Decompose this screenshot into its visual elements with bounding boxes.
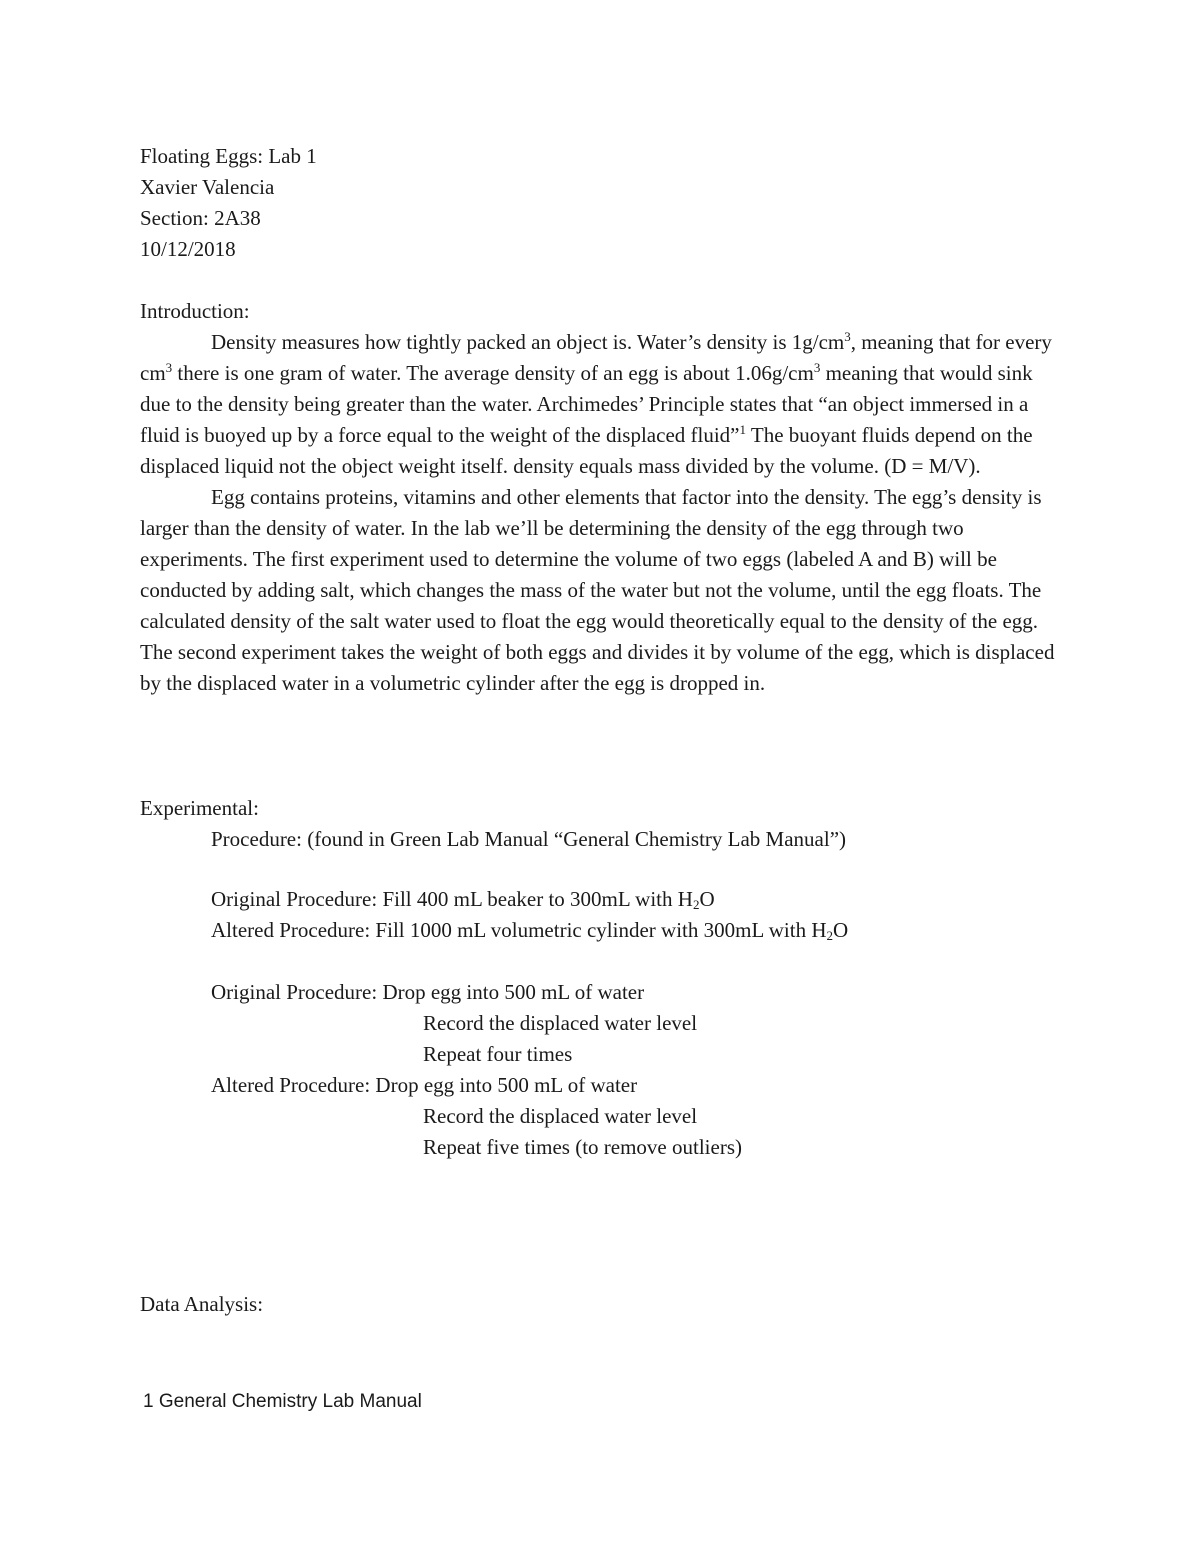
altered-procedure-1-text: Altered Procedure: Fill 1000 mL volumetric cylinder with 300mL with H (211, 918, 827, 942)
intro-p1-text-2: , meaning that for every cm (140, 330, 1052, 385)
altered-procedure-1-end: O (833, 918, 849, 942)
procedure-note: Procedure: (found in Green Lab Manual “General Chemistry Lab Manual”) (211, 827, 847, 851)
superscript: 3 (165, 360, 173, 375)
original-procedure-2-step-1: Record the displaced water level (423, 1011, 698, 1035)
data-analysis-heading: Data Analysis: (140, 1292, 264, 1316)
subscript: 2 (692, 897, 700, 912)
introduction-heading: Introduction: (140, 299, 250, 323)
introduction-body (140, 327, 1055, 699)
author-name: Xavier Valencia (140, 175, 275, 199)
altered-procedure-2-step-2: Repeat five times (to remove outliers) (423, 1135, 742, 1159)
original-procedure-1 (211, 884, 715, 915)
original-procedure-1-text: Original Procedure: Fill 400 mL beaker to 300mL with H (211, 887, 693, 911)
document-title: Floating Eggs: Lab 1 (140, 144, 317, 168)
intro-p1-text-4: meaning that would sink due to the density being greater than the water. Archimedes’ Principle states that “an object immersed in a fluid is buoyed up by a force equal to the weight of the displaced fluid” (140, 361, 1033, 447)
intro-p1-text-3: there is one gram of water. The average density of an egg is about 1.06g/cm (172, 361, 814, 385)
footnote: 1 General Chemistry Lab Manual (143, 1391, 422, 1412)
superscript: 3 (813, 360, 821, 375)
intro-p1-text-1: Density measures how tightly packed an object is. Water’s density is 1g/cm (211, 330, 845, 354)
introduction-paragraph-1 (140, 327, 1055, 482)
footnote-reference: 1 (739, 422, 746, 437)
original-procedure-2-step-2: Repeat four times (423, 1042, 573, 1066)
altered-procedure-2: Altered Procedure: Drop egg into 500 mL of water (211, 1073, 638, 1097)
experimental-heading: Experimental: (140, 796, 259, 820)
section-label: Section: 2A38 (140, 206, 261, 230)
intro-p1-text-5: The buoyant fluids depend on the displaced liquid not the object weight itself. density equals mass divided by the volume. (D = M/V). (140, 423, 1033, 478)
subscript: 2 (826, 928, 833, 943)
introduction-paragraph-2: Egg contains proteins, vitamins and other elements that factor into the density. The egg’s density is larger than the density of water. In the lab we’ll be determining the density of the egg through two experiments. The first experiment used to determine the volume of two eggs (labeled A and B) will be conducted by adding salt, which changes the mass of the water but not the volume, until the egg floats. The calculated density of the salt water used to float the egg would theoretically equal to the density of the egg. The second experiment takes the weight of both eggs and divides it by volume of the egg, which is displaced by the displaced water in a volumetric cylinder after the egg is dropped in. (140, 485, 1055, 695)
altered-procedure-2-step-1: Record the displaced water level (423, 1104, 698, 1128)
document-date: 10/12/2018 (140, 237, 236, 261)
altered-procedure-1 (211, 915, 848, 946)
original-procedure-1-end: O (699, 887, 715, 911)
superscript: 3 (844, 329, 851, 344)
original-procedure-2: Original Procedure: Drop egg into 500 mL of water (211, 980, 645, 1004)
